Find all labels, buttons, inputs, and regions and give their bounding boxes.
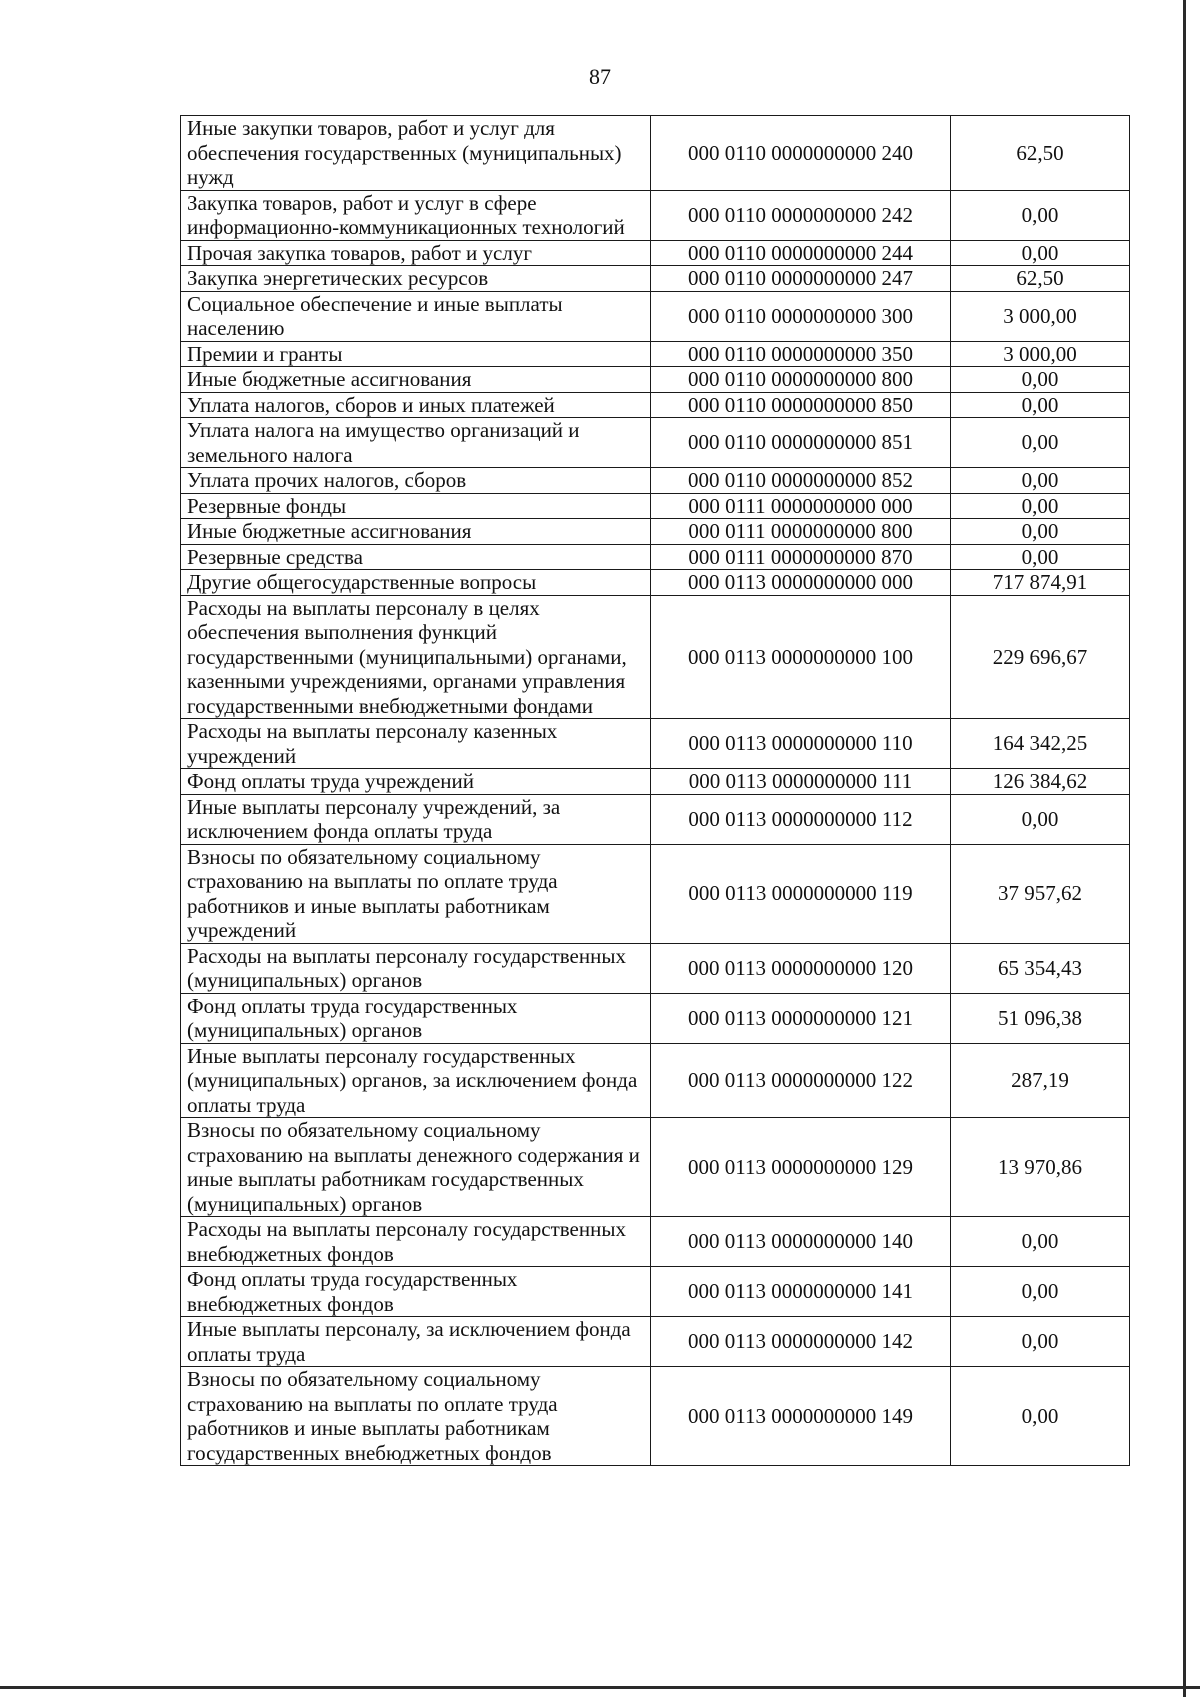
row-code: 000 0113 0000000000 119 — [651, 844, 951, 943]
table-row — [181, 993, 1130, 1043]
row-name: Закупка энергетических ресурсов — [181, 266, 651, 292]
row-code: 000 0110 0000000000 244 — [651, 240, 951, 266]
row-amount: 126 384,62 — [951, 769, 1130, 795]
row-name: Резервные средства — [181, 544, 651, 570]
row-amount: 13 970,86 — [951, 1118, 1130, 1217]
table-row — [181, 341, 1130, 367]
row-code: 000 0113 0000000000 100 — [651, 595, 951, 719]
table-row — [181, 943, 1130, 993]
row-code: 000 0113 0000000000 111 — [651, 769, 951, 795]
row-name: Уплата налогов, сборов и иных платежей — [181, 392, 651, 418]
row-amount: 717 874,91 — [951, 570, 1130, 596]
table-row — [181, 519, 1130, 545]
table-row — [181, 719, 1130, 769]
row-code: 000 0110 0000000000 800 — [651, 367, 951, 393]
scan-edge-bottom — [0, 1686, 1200, 1689]
row-amount: 3 000,00 — [951, 341, 1130, 367]
row-code: 000 0113 0000000000 140 — [651, 1217, 951, 1267]
row-code: 000 0110 0000000000 240 — [651, 116, 951, 191]
row-amount: 0,00 — [951, 794, 1130, 844]
table-row — [181, 769, 1130, 795]
row-code: 000 0113 0000000000 141 — [651, 1267, 951, 1317]
row-name: Фонд оплаты труда учреждений — [181, 769, 651, 795]
row-code: 000 0113 0000000000 142 — [651, 1317, 951, 1367]
row-amount: 62,50 — [951, 116, 1130, 191]
scan-edge-right — [1183, 0, 1186, 1697]
row-amount: 65 354,43 — [951, 943, 1130, 993]
table-row — [181, 1118, 1130, 1217]
table-row — [181, 468, 1130, 494]
table-row — [181, 367, 1130, 393]
row-name: Взносы по обязательному социальному страхованию на выплаты по оплате труда работников и иные выплаты работникам государственных внебюджетных фондов — [181, 1367, 651, 1466]
row-name: Расходы на выплаты персоналу в целях обеспечения выполнения функций государственными (муниципальными) органами, казенными учреждениями, органами управления государственными внебюджетными фондами — [181, 595, 651, 719]
row-amount: 0,00 — [951, 1317, 1130, 1367]
budget-table — [180, 115, 1130, 1466]
row-code: 000 0113 0000000000 149 — [651, 1367, 951, 1466]
row-name: Расходы на выплаты персоналу казенных учреждений — [181, 719, 651, 769]
row-amount: 0,00 — [951, 1367, 1130, 1466]
row-amount: 0,00 — [951, 367, 1130, 393]
row-code: 000 0113 0000000000 129 — [651, 1118, 951, 1217]
row-amount: 51 096,38 — [951, 993, 1130, 1043]
row-amount: 37 957,62 — [951, 844, 1130, 943]
row-code: 000 0110 0000000000 242 — [651, 190, 951, 240]
row-code: 000 0113 0000000000 000 — [651, 570, 951, 596]
row-name: Иные выплаты персоналу, за исключением фонда оплаты труда — [181, 1317, 651, 1367]
row-code: 000 0113 0000000000 120 — [651, 943, 951, 993]
row-name: Другие общегосударственные вопросы — [181, 570, 651, 596]
row-name: Резервные фонды — [181, 493, 651, 519]
row-name: Иные выплаты персоналу учреждений, за исключением фонда оплаты труда — [181, 794, 651, 844]
page-number: 87 — [589, 64, 611, 89]
row-name: Иные выплаты персоналу государственных (муниципальных) органов, за исключением фонда оплаты труда — [181, 1043, 651, 1118]
table-row — [181, 595, 1130, 719]
row-code: 000 0110 0000000000 850 — [651, 392, 951, 418]
row-name: Фонд оплаты труда государственных внебюджетных фондов — [181, 1267, 651, 1317]
table-row — [181, 1217, 1130, 1267]
row-amount: 3 000,00 — [951, 291, 1130, 341]
row-amount: 229 696,67 — [951, 595, 1130, 719]
table-row — [181, 544, 1130, 570]
row-name: Взносы по обязательному социальному страхованию на выплаты по оплате труда работников и иные выплаты работникам учреждений — [181, 844, 651, 943]
row-amount: 0,00 — [951, 1267, 1130, 1317]
row-code: 000 0110 0000000000 852 — [651, 468, 951, 494]
row-amount: 0,00 — [951, 392, 1130, 418]
row-code: 000 0113 0000000000 110 — [651, 719, 951, 769]
row-code: 000 0111 0000000000 870 — [651, 544, 951, 570]
table-row — [181, 1367, 1130, 1466]
table-row — [181, 190, 1130, 240]
table-row — [181, 418, 1130, 468]
row-amount: 0,00 — [951, 1217, 1130, 1267]
row-code: 000 0113 0000000000 122 — [651, 1043, 951, 1118]
table-row — [181, 794, 1130, 844]
table-row — [181, 266, 1130, 292]
row-code: 000 0110 0000000000 247 — [651, 266, 951, 292]
row-name: Премии и гранты — [181, 341, 651, 367]
row-amount: 0,00 — [951, 190, 1130, 240]
table-row — [181, 392, 1130, 418]
row-amount: 0,00 — [951, 519, 1130, 545]
row-amount: 0,00 — [951, 544, 1130, 570]
row-name: Социальное обеспечение и иные выплаты населению — [181, 291, 651, 341]
row-name: Прочая закупка товаров, работ и услуг — [181, 240, 651, 266]
table-row — [181, 570, 1130, 596]
table-row — [181, 1043, 1130, 1118]
table-row — [181, 291, 1130, 341]
row-name: Закупка товаров, работ и услуг в сфере информационно-коммуникационных технологий — [181, 190, 651, 240]
row-name: Расходы на выплаты персоналу государственных (муниципальных) органов — [181, 943, 651, 993]
table-row — [181, 844, 1130, 943]
row-name: Иные бюджетные ассигнования — [181, 367, 651, 393]
row-name: Уплата прочих налогов, сборов — [181, 468, 651, 494]
row-amount: 62,50 — [951, 266, 1130, 292]
row-name: Иные бюджетные ассигнования — [181, 519, 651, 545]
row-name: Иные закупки товаров, работ и услуг для обеспечения государственных (муниципальных) нужд — [181, 116, 651, 191]
row-name: Фонд оплаты труда государственных (муниципальных) органов — [181, 993, 651, 1043]
table-row — [181, 240, 1130, 266]
row-code: 000 0111 0000000000 000 — [651, 493, 951, 519]
row-code: 000 0111 0000000000 800 — [651, 519, 951, 545]
table-row — [181, 1317, 1130, 1367]
row-name: Взносы по обязательному социальному страхованию на выплаты денежного содержания и иные выплаты работникам государственных (муниципальных) органов — [181, 1118, 651, 1217]
row-code: 000 0110 0000000000 300 — [651, 291, 951, 341]
row-code: 000 0113 0000000000 112 — [651, 794, 951, 844]
row-amount: 0,00 — [951, 418, 1130, 468]
row-name: Уплата налога на имущество организаций и земельного налога — [181, 418, 651, 468]
table-row — [181, 1267, 1130, 1317]
row-amount: 0,00 — [951, 493, 1130, 519]
row-code: 000 0110 0000000000 851 — [651, 418, 951, 468]
row-amount: 0,00 — [951, 240, 1130, 266]
row-amount: 0,00 — [951, 468, 1130, 494]
table-row — [181, 116, 1130, 191]
row-amount: 287,19 — [951, 1043, 1130, 1118]
row-code: 000 0110 0000000000 350 — [651, 341, 951, 367]
row-code: 000 0113 0000000000 121 — [651, 993, 951, 1043]
row-name: Расходы на выплаты персоналу государственных внебюджетных фондов — [181, 1217, 651, 1267]
budget-table-body — [181, 116, 1130, 1466]
table-row — [181, 493, 1130, 519]
row-amount: 164 342,25 — [951, 719, 1130, 769]
